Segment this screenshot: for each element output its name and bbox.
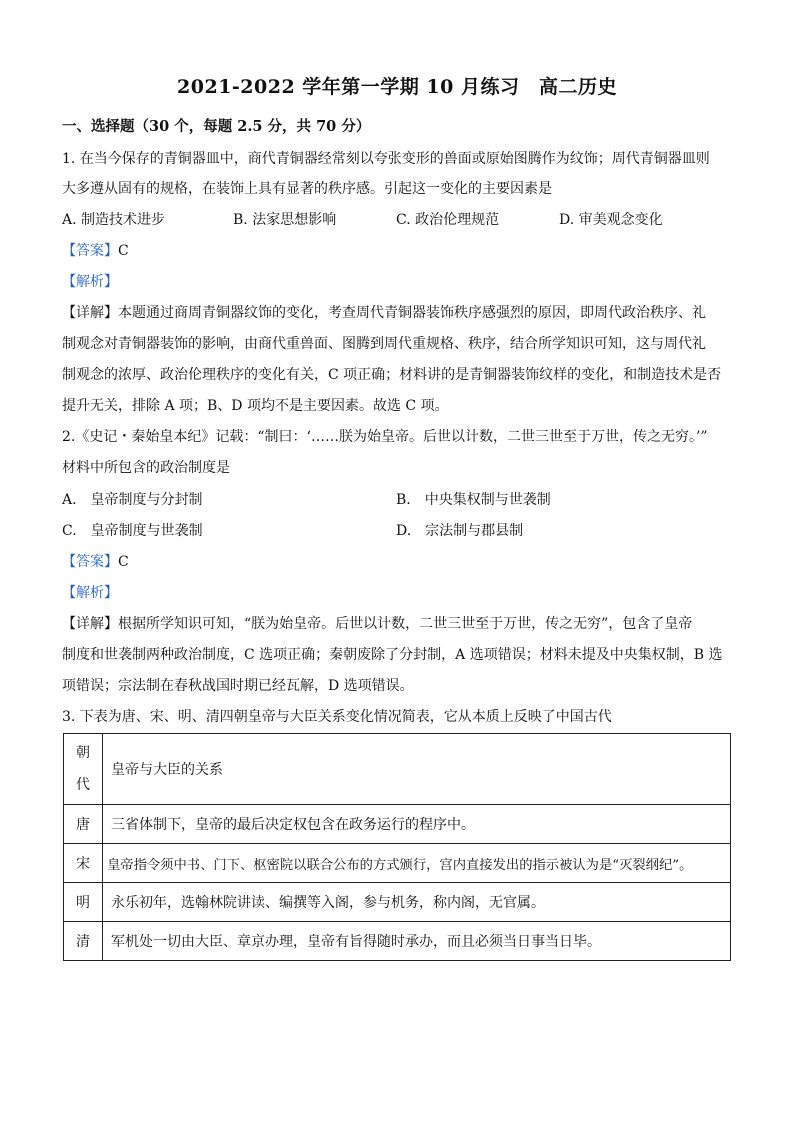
relation-cell: 永乐初年，选翰林院讲读、编撰等入阁，参与机务，称内阁，无官属。 [103,883,731,922]
relation-cell: 皇帝指令须中书、门下、枢密院以联合公布的方式颁行，宫内直接发出的指示被认为是“灭裂纲纪”。 [103,844,731,883]
q2-detail-line3: 项错误；宗法制在春秋战国时期已经瓦解，D 选项错误。 [62,678,414,694]
q1-detail-line1 [62,303,706,323]
q2-detail-text1: 根据所学知识可知，“朕为始皇帝。后世以计数，二世三世至于万世，传之无穷”，包含了皇帝 [118,616,693,632]
q2-stem-line1: 2.《史记・秦始皇本纪》记载：“制曰：‘……朕为始皇帝。后世以计数，二世三世至于万世，传之无穷。’” [62,429,708,445]
q2-option-c: C. 皇帝制度与世袭制 [62,523,203,539]
header-dynasty-cell [64,734,103,805]
q1-stem-line2: 大多遵从固有的规格，在装饰上具有显著的秩序感。引起这一变化的主要因素是 [62,181,552,197]
table-row [64,805,731,844]
table-row [64,883,731,922]
q1-detail-line2: 制观念对青铜器装饰的影响，由商代重兽面、图腾到周代重规格、秩序，结合所学知识可知，这与周代礼 [62,336,706,352]
dynasty-cell: 明 [64,883,103,922]
q2-answer-value: C [118,554,129,570]
header-dynasty-char1: 朝 [76,745,90,761]
q1-stem-line1: 1. 在当今保存的青铜器皿中，商代青铜器经常刻以夸张变形的兽面或原始图腾作为纹饰；周代青铜器皿则 [62,151,710,167]
dynasty-cell: 唐 [64,805,103,844]
table-row [64,922,731,961]
detail-tag: 【详解】 [62,305,118,321]
q2-option-b: B. 中央集权制与世袭制 [396,492,551,508]
q2-detail-line1 [62,614,692,634]
relation-cell: 军机处一切由大臣、章京办理，皇帝有旨得随时承办，而且必须当日事当日毕。 [103,922,731,961]
detail-tag: 【详解】 [62,616,118,632]
q1-analysis [62,272,118,292]
q1-answer-value: C [118,243,129,259]
q2-stem-line2: 材料中所包含的政治制度是 [62,460,230,476]
q1-option-c: C. 政治伦理规范 [396,212,500,228]
q2-option-d: D. 宗法制与郡县制 [396,523,524,539]
header-relation-cell: 皇帝与大臣的关系 [103,734,731,805]
q1-answer [62,241,129,261]
dynasty-cell: 宋 [64,844,103,883]
table-row [64,844,731,883]
header-dynasty-char2: 代 [76,777,90,793]
relation-cell: 三省体制下，皇帝的最后决定权包含在政务运行的程序中。 [103,805,731,844]
answer-tag: 【答案】 [62,554,118,570]
q1-detail-text1: 本题通过商周青铜器纹饰的变化，考查周代青铜器装饰秩序感强烈的原因，即周代政治秩序、礼 [118,305,706,321]
q1-option-b: B. 法家思想影响 [233,212,337,228]
q2-option-a: A. 皇帝制度与分封制 [62,492,203,508]
page-title: 2021-2022 学年第一学期 10 月练习 高二历史 [177,76,617,98]
dynasty-cell: 清 [64,922,103,961]
q1-option-d: D. 审美观念变化 [559,212,663,228]
q1-detail-line4: 提升无关，排除 A 项；B、D 项均不是主要因素。故选 C 项。 [62,398,449,414]
q2-detail-line2: 制度和世袭制两种政治制度，C 选项正确；秦朝废除了分封制，A 选项错误；材料未提及中央集权制，B 选 [62,647,723,663]
answer-tag: 【答案】 [62,243,118,259]
table-header-row [64,734,731,805]
q1-option-a: A. 制造技术进步 [62,212,166,228]
analysis-tag: 【解析】 [62,585,118,601]
analysis-tag: 【解析】 [62,274,118,290]
q2-answer [62,552,129,572]
q1-detail-line3: 制观念的浓厚、政治伦理秩序的变化有关，C 项正确；材料讲的是青铜器装饰纹样的变化，和制造技术是否 [62,367,722,383]
section-heading: 一、选择题（30 个，每题 2.5 分，共 70 分） [62,118,371,135]
q3-stem-line1: 3. 下表为唐、宋、明、清四朝皇帝与大臣关系变化情况简表，它从本质上反映了中国古代 [62,709,612,725]
dynasty-table [63,733,731,961]
q2-analysis [62,583,118,603]
